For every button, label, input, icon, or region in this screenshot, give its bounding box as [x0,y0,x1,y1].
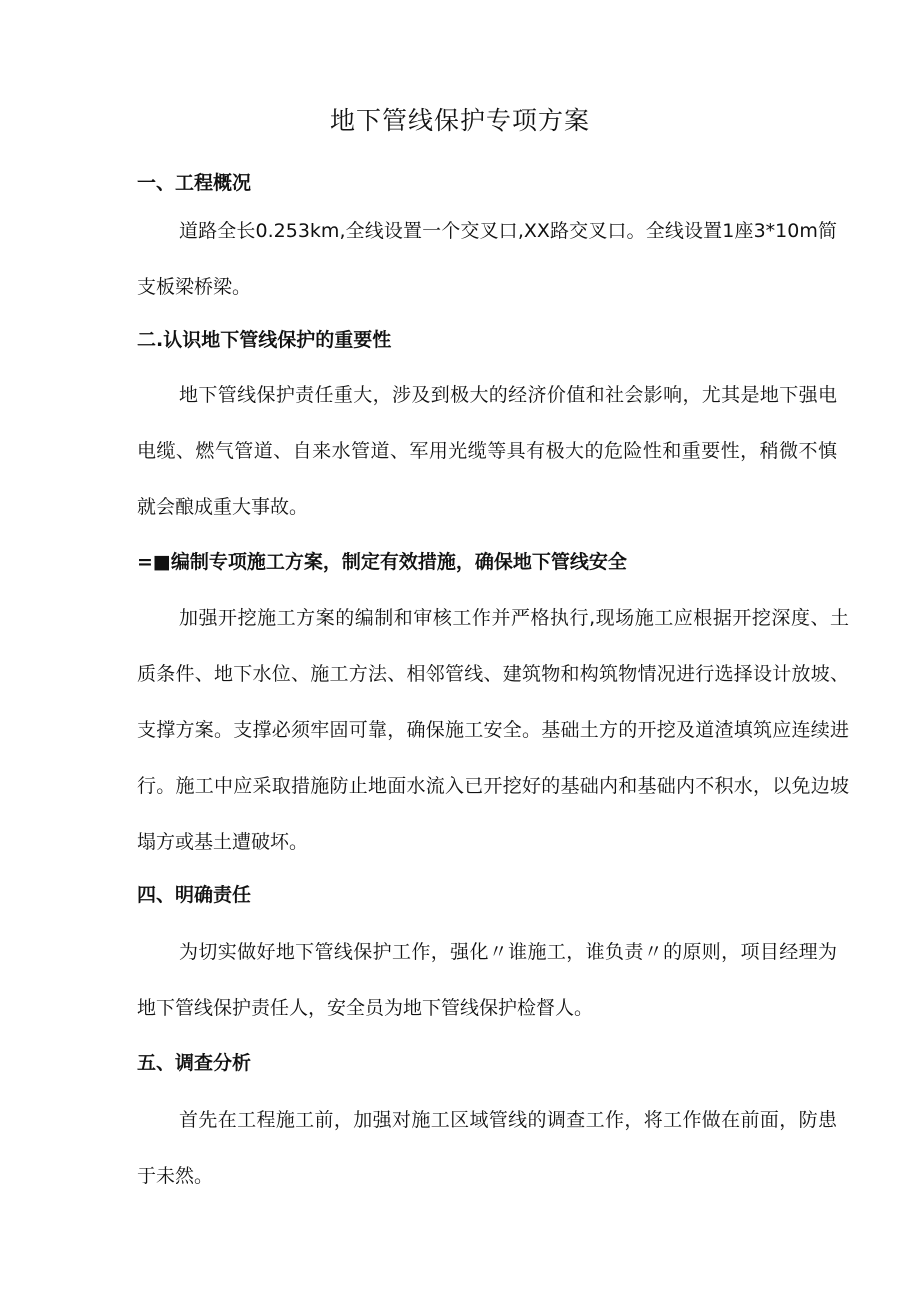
section-heading-responsibility: 四、明确责任 [137,884,252,906]
section-body-plan: 加强开挖施工方案的编制和审核工作并严格执行,现场施工应根据开挖深度、土质条件、地下水位、施工方法、相邻管线、建筑物和构筑物情况进行选择设计放坡、支撑方案。支撑必须牢固可靠，确保施工安全。基础土方的开挖及道渣填筑应连续进行。施工中应采取措施防止地面水流入已开挖好的基础内和基础内不积水，以免边坡塌方或基土遭破坏。 [137,607,849,853]
section-heading-survey: 五、调查分析 [137,1052,252,1074]
section-heading-overview: 一、工程概况 [137,172,252,194]
section-body-survey: 首先在工程施工前，加强对施工区域管线的调查工作，将工作做在前面，防患于未然。 [137,1109,837,1187]
section-heading-plan: =■编制专项施工方案，制定有效措施，确保地下管线安全 [137,551,627,573]
page-title: 地下管线保护专项方案 [329,106,590,135]
section-body-overview: 道路全长0.253km,全线设置一个交叉口,XX路交叉口。全线设置1座3*10m简支板梁桥梁。 [137,220,837,298]
section-heading-importance: 二.认识地下管线保护的重要性 [137,329,392,351]
section-body-responsibility: 为切实做好地下管线保护工作，强化〃谁施工，谁负责〃的原则，项目经理为地下管线保护责任人，安全员为地下管线保护检督人。 [137,941,837,1019]
section-body-importance: 地下管线保护责任重大，涉及到极大的经济价值和社会影响，尤其是地下强电电缆、燃气管道、自来水管道、军用光缆等具有极大的危险性和重要性，稍微不慎就会酿成重大事故。 [137,384,837,518]
